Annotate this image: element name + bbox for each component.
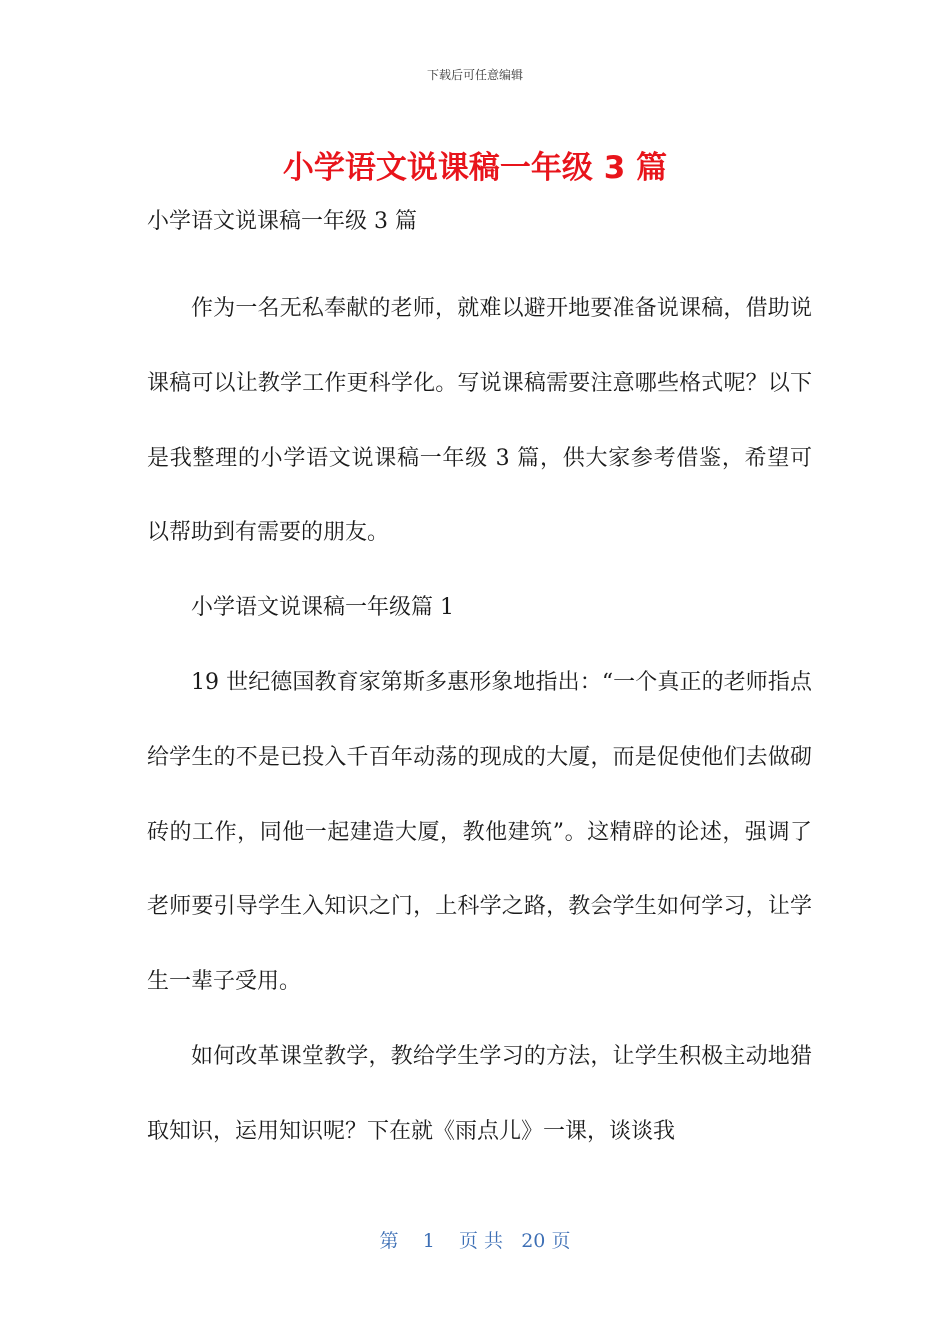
paragraph-quote: 19 世纪德国教育家第斯多惠形象地指出：“一个真正的老师指点给学生的不是已投入千百年动荡的现成的大厦，而是促使他们去做砌砖的工作，同他一起建造大厦，教他建筑”。这精辟的论述，强调了老师要引导学生入知识之门，上科学之路，教会学生如何学习，让学生一辈子受用。 [147, 669, 812, 995]
footer-middle: 页 共 [459, 1230, 504, 1252]
header-note: 下载后可任意编辑 [426, 68, 523, 82]
footer-prefix: 第 [379, 1230, 399, 1252]
paragraph-intro: 作为一名无私奉献的老师，就难以避开地要准备说课稿，借助说课稿可以让教学工作更科学化。写说课稿需要注意哪些格式呢？以下是我整理的小学语文说课稿一年级 3 篇，供大家参考借鉴，希望可以帮助到有需要的朋友。 [147, 296, 812, 546]
document-title: 小学语文说课稿一年级 3 篇 [282, 150, 668, 186]
paragraph-method: 如何改革课堂教学，教给学生学习的方法，让学生积极主动地猎取知识，运用知识呢？下在就《雨点儿》一课，谈谈我 [147, 1043, 812, 1144]
document-subtitle: 小学语文说课稿一年级 3 篇 [147, 209, 417, 234]
section-heading-1: 小学语文说课稿一年级篇 1 [191, 595, 454, 621]
page-footer [0, 1226, 950, 1253]
footer-current-page: 1 [422, 1230, 435, 1252]
document-body [147, 272, 812, 1170]
footer-suffix: 页 [551, 1230, 571, 1252]
footer-total-pages: 20 [521, 1230, 546, 1252]
